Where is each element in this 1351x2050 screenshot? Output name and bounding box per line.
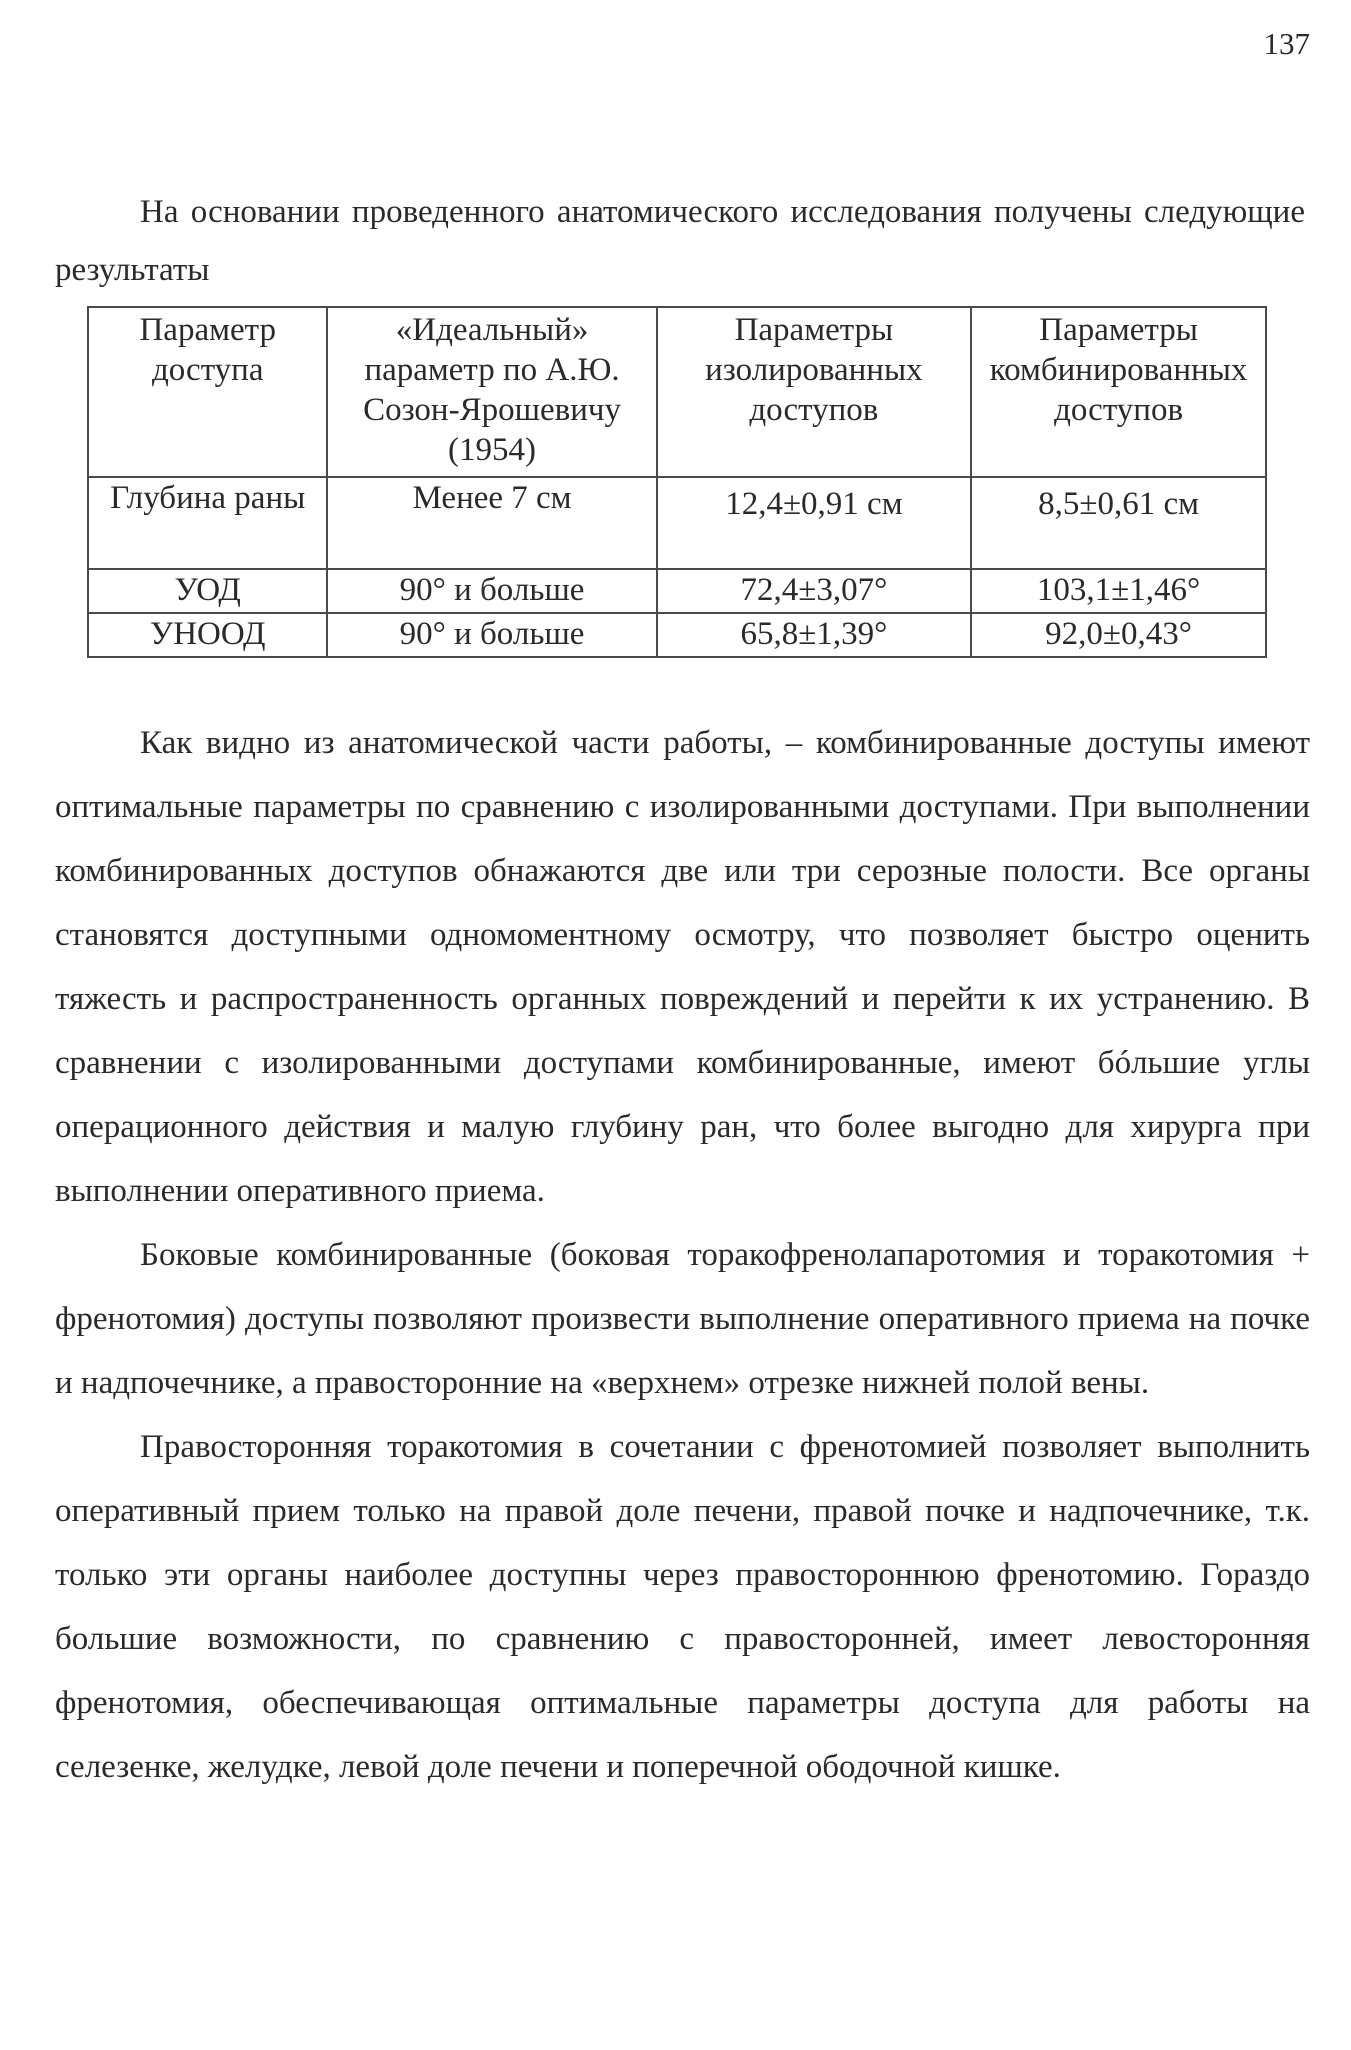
header-cell-parameter: Параметр доступа	[88, 307, 327, 477]
table-cell: 92,0±0,43°	[971, 613, 1266, 657]
table-cell: Менее 7 см	[327, 477, 656, 569]
paragraph: Боковые комбинированные (боковая торакофренолапаротомия и торакотомия + френотомия) доступы позволяют произвести выполнение оперативного приема на почке и надпочечнике, а правосторонние на «верхнем» отрезке нижней полой вены.	[55, 1237, 1310, 1401]
table-cell: 65,8±1,39°	[657, 613, 971, 657]
table-cell: 90° и больше	[327, 613, 656, 657]
table-cell: Глубина раны	[88, 477, 327, 569]
table-header-row	[88, 307, 1266, 477]
header-cell-isolated: Параметры изолированных доступов	[657, 307, 971, 477]
table-cell: 8,5±0,61 см	[971, 477, 1266, 569]
paragraph: Как видно из анатомической части работы, – комбинированные доступы имеют оптимальные параметры по сравнению с изолированными доступами. При выполнении комбинированных доступов обнажаются две или три серозные полости. Все органы становятся доступными одномоментному осмотру, что позволяет быстро оценить тяжесть и распространенность органных повреждений и перейти к их устранению. В сравнении с изолированными доступами комбинированные, имеют бóльшие углы операционного действия и малую глубину ран, что более выгодно для хирурга при выполнении оперативного приема.	[55, 725, 1310, 1209]
table-cell: 90° и больше	[327, 569, 656, 613]
header-cell-combined: Параметры комбинированных доступов	[971, 307, 1266, 477]
page-number: 137	[1263, 26, 1310, 61]
table-cell: УНООД	[88, 613, 327, 657]
header-cell-ideal: «Идеальный» параметр по А.Ю. Созон-Ярошевичу (1954)	[327, 307, 656, 477]
results-table	[87, 306, 1267, 658]
table-cell: 72,4±3,07°	[657, 569, 971, 613]
table-row	[88, 613, 1266, 657]
table-cell: 103,1±1,46°	[971, 569, 1266, 613]
paragraph: Правосторонняя торакотомия в сочетании с френотомией позволяет выполнить оперативный прием только на правой доле печени, правой почке и надпочечнике, т.к. только эти органы наиболее доступны через правостороннюю френотомию. Гораздо большие возможности, по сравнению с правосторонней, имеет левосторонняя френотомия, обеспечивающая оптимальные параметры доступа для работы на селезенке, желудке, левой доле печени и поперечной ободочной кишке.	[55, 1429, 1310, 1785]
body-text	[55, 711, 1310, 1799]
intro-paragraph: На основании проведенного анатомического исследования получены следующие результаты	[55, 194, 1305, 288]
table-row	[88, 477, 1266, 569]
table-row	[88, 569, 1266, 613]
table-cell: 12,4±0,91 см	[657, 477, 971, 569]
table-cell: УОД	[88, 569, 327, 613]
